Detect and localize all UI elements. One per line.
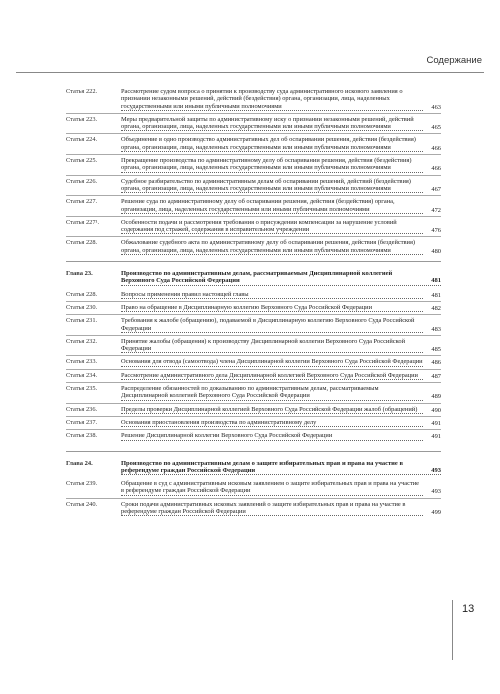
article-label: Статья 239. xyxy=(66,480,98,488)
article-title: Сроки подачи административных исковых заявлений о защите избирательных прав и права на участие в референдуме граждан Российской Федерации 499 xyxy=(121,500,441,516)
page-ref: 466 xyxy=(431,165,441,173)
chapter-title: Производство по административным делам, рассматриваемым Дисциплинарной коллегией Верховного Суда Российской Федерации 481 xyxy=(121,270,441,285)
page-ref: 489 xyxy=(431,393,441,401)
article-title: Особенности подачи и рассмотрения требования о присуждении компенсации за нарушение условий содержания под стражей, содержания в исправительном учреждении 476 xyxy=(121,218,441,235)
toc-entry[interactable] xyxy=(66,216,441,237)
article-label: Статья 224. xyxy=(66,136,98,144)
page-ref: 491 xyxy=(431,433,441,441)
article-title: Прекращение производства по административному делу об оспаривании решения, действия (бездействия) органа, организации, лица, наделенных государственными или иными публичными полномочиями 466 xyxy=(121,157,441,173)
article-title: Принятие жалобы (обращения) к производству Дисциплинарной коллегии Верховного Суда Российской Федерации 485 xyxy=(121,337,441,354)
page-number-rule xyxy=(452,600,453,660)
page-ref: 486 xyxy=(431,359,441,367)
page-ref: 480 xyxy=(431,247,441,255)
toc-entry[interactable] xyxy=(66,289,441,301)
toc-entry[interactable] xyxy=(66,301,441,314)
article-label: Статья 230. xyxy=(66,303,98,311)
toc-entry[interactable] xyxy=(66,369,441,382)
chapter-label: Глава 24. xyxy=(66,459,93,467)
page-ref: 481 xyxy=(431,277,441,285)
article-title: Основания приостановления производства по административному делу 491 xyxy=(121,418,441,427)
page-ref: 467 xyxy=(431,185,441,193)
article-label: Статья 222. xyxy=(66,88,98,95)
article-label: Статья 226. xyxy=(66,177,98,185)
toc-entry[interactable] xyxy=(66,133,441,154)
page-ref: 487 xyxy=(431,372,441,380)
article-title: Судебное разбирательство по административным делам об оспаривании решений, действий (бездействия) органа, организации, лица, наделенных государственными или иными публичными полномочиями 467 xyxy=(121,177,441,193)
page-number: 13 xyxy=(462,603,475,615)
toc-entry[interactable] xyxy=(66,403,441,416)
page-ref: 482 xyxy=(431,304,441,312)
article-label: Статья 231. xyxy=(66,317,98,325)
article-title: Решение суда по административному делу об оспаривании решения, действия (бездействия) органа, организации, лица, наделенных государственными или иными публичными полномочиями 472 xyxy=(121,198,441,214)
toc-entry[interactable] xyxy=(66,478,441,498)
page-ref: 499 xyxy=(431,508,441,516)
article-title: Требования к жалобе (обращению), подаваемой в Дисциплинарную коллегию Верховного Суда Российской Федерации 483 xyxy=(121,317,441,333)
article-title: Право на обращение в Дисциплинарную коллегию Верховного Суда Российской Федерации 482 xyxy=(121,303,441,312)
article-label: Статья 234. xyxy=(66,371,98,379)
toc-entry[interactable] xyxy=(66,429,441,442)
toc-entry[interactable] xyxy=(66,382,441,403)
chapter-divider xyxy=(66,261,441,262)
page-ref: 490 xyxy=(431,406,441,414)
table-of-contents xyxy=(66,86,441,518)
page-ref: 472 xyxy=(431,206,441,214)
article-title: Решение Дисциплинарной коллегии Верховного Суда Российской Федерации 491 xyxy=(121,432,441,441)
article-label: Статья 223. xyxy=(66,115,98,123)
toc-entry[interactable] xyxy=(66,195,441,216)
toc-entry[interactable] xyxy=(66,86,441,113)
article-title: Обжалование судебного акта по административному делу об оспаривании решения, действия (бездействия) органа, организации, лица, наделенных государственными или иными публичными полномочиями 480 xyxy=(121,239,441,255)
toc-entry[interactable] xyxy=(66,154,441,175)
article-label: Статья 228. xyxy=(66,290,98,298)
chapter-title: Производство по административным делам о защите избирательных прав и права на участие в референдуме граждан Российской Федерации 493 xyxy=(121,459,441,474)
toc-entry[interactable] xyxy=(66,498,441,519)
toc-entry[interactable] xyxy=(66,236,441,257)
page-ref: 466 xyxy=(431,144,441,152)
chapter-divider xyxy=(66,451,441,452)
toc-section-chapter-24 xyxy=(66,478,441,518)
article-label: Статья 225. xyxy=(66,157,98,165)
article-title: Основания для отвода (самоотвода) члена Дисциплинарной коллегии Верховного Суда Российской Федерации 486 xyxy=(121,358,441,367)
article-label: Статья 240. xyxy=(66,500,98,508)
article-label: Статья 233. xyxy=(66,358,98,366)
toc-section-articles-222-228 xyxy=(66,86,441,257)
page-ref: 485 xyxy=(431,346,441,354)
article-label: Статья 232. xyxy=(66,337,98,345)
article-title: Рассмотрение судом вопроса о принятии к производству суда административного искового заявления о признании незаконными решений, действий (бездействия) органа, организации, лица, наделенных государственными или иными публичными полномочиями 463 xyxy=(121,88,441,111)
article-label: Статья 235. xyxy=(66,385,98,393)
toc-section-chapter-23 xyxy=(66,289,441,443)
article-label: Статья 238. xyxy=(66,432,98,440)
article-label: Статья 228. xyxy=(66,239,98,247)
article-title: Рассмотрение административного дела Дисциплинарной коллегией Верховного Суда Российской Федерации 487 xyxy=(121,371,441,380)
toc-entry[interactable] xyxy=(66,335,441,356)
chapter-24-heading[interactable] xyxy=(66,460,441,476)
page-ref: 493 xyxy=(431,488,441,496)
article-label: Статья 227¹. xyxy=(66,218,100,226)
article-title: Пределы проверки Дисциплинарной коллегией Верховного Суда Российской Федерации жалоб (обращений) 490 xyxy=(121,405,441,414)
toc-entry[interactable] xyxy=(66,113,441,134)
page-ref: 483 xyxy=(431,325,441,333)
article-title: Вопросы применения правил настоящей главы 481 xyxy=(121,290,441,299)
toc-entry[interactable] xyxy=(66,416,441,429)
toc-entry[interactable] xyxy=(66,314,441,335)
page-ref: 481 xyxy=(431,291,441,299)
toc-entry[interactable] xyxy=(66,175,441,196)
toc-entry[interactable] xyxy=(66,355,441,368)
page-ref: 493 xyxy=(431,466,441,474)
chapter-label: Глава 23. xyxy=(66,270,93,278)
article-title: Меры предварительной защиты по административному иску о признании незаконными решений, действий органа, организации, лица, наделенных государственными или иными публичными полномочиями 465 xyxy=(121,115,441,132)
article-label: Статья 227. xyxy=(66,198,98,206)
page-ref: 463 xyxy=(431,103,441,111)
article-title: Объединение в одно производство административных дел об оспаривании решения, действия (бездействия) органа, организации, лица, наделенных государственными или иными публичными полномочиями 466 xyxy=(121,136,441,152)
article-title: Обращение в суд с административным исковым заявлением о защите избирательных прав и права на участие в референдуме граждан Российской Федерации 493 xyxy=(121,480,441,496)
chapter-23-heading[interactable] xyxy=(66,270,441,286)
header-divider xyxy=(16,72,484,73)
article-label: Статья 237. xyxy=(66,418,98,426)
page-ref: 465 xyxy=(431,124,441,132)
article-title: Распределение обязанностей по доказыванию по административным делам, рассматриваемым Дисциплинарной коллегией Верховного Суда Российской Федерации 489 xyxy=(121,385,441,401)
page-ref: 476 xyxy=(431,227,441,235)
page-ref: 491 xyxy=(431,419,441,427)
article-label: Статья 236. xyxy=(66,405,98,413)
running-header-title: Содержание xyxy=(426,55,482,66)
